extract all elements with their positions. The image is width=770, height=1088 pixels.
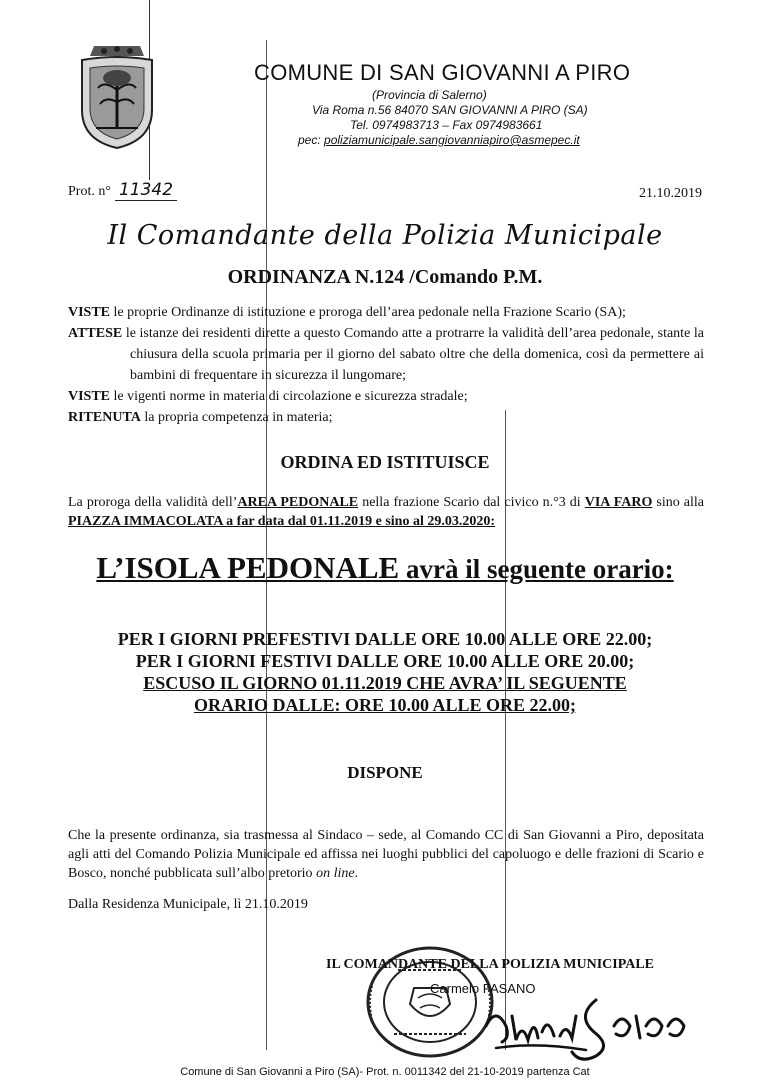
document-date: 21.10.2019 <box>639 186 702 201</box>
protocol-label: Prot. n° <box>68 184 111 199</box>
final-paragraph <box>68 826 704 883</box>
proroga-paragraph <box>68 493 704 531</box>
signature-icon <box>476 986 716 1066</box>
signatory-title: IL COMANDANTE DELLA POLIZIA MUNICIPALE <box>326 957 655 972</box>
coat-of-arms-icon <box>74 40 160 152</box>
schedule-block <box>0 628 770 716</box>
isola-main: L’ISOLA PEDONALE <box>96 550 400 585</box>
schedule-line: ORARIO DALLE: ORE 10.00 ALLE ORE 22.00; <box>193 695 577 715</box>
ordinance-title: ORDINANZA N.124 /Comando P.M. <box>227 266 543 288</box>
municipality-title: COMUNE DI SAN GIOVANNI A PIRO <box>254 60 631 85</box>
proroga-text: nella frazione Scario dal civico n.°3 di <box>358 495 585 510</box>
clause-text: la propria competenza in materia; <box>140 410 333 425</box>
final-text: . <box>354 866 359 881</box>
dispone-heading: DISPONE <box>347 763 423 782</box>
schedule-line: PER I GIORNI FESTIVI DALLE ORE 10.00 ALLE ORE 20.00; <box>135 651 635 671</box>
clause <box>68 407 704 428</box>
proroga-text: La proroga della validità dell’ <box>68 495 238 510</box>
final-text-italic: on line <box>316 866 355 881</box>
premises-block <box>68 302 704 428</box>
proroga-piazza: PIAZZA IMMACOLATA a far data dal 01.11.2019 e sino al 29.03.2020: <box>68 514 496 529</box>
ordina-heading: ORDINA ED ISTITUISCE <box>280 452 490 472</box>
clause-keyword: RITENUTA <box>68 410 141 425</box>
clause <box>68 323 704 386</box>
protocol-handwritten-number: 11342 <box>115 180 177 201</box>
clause-keyword: VISTE <box>68 389 111 404</box>
document-footer: Comune di San Giovanni a Piro (SA)- Prot. n. 0011342 del 21-10-2019 partenza Cat <box>180 1066 590 1078</box>
clause <box>68 302 704 323</box>
proroga-via: VIA FARO <box>584 495 653 510</box>
clause-keyword: ATTESE <box>68 326 123 341</box>
clause-text: le vigenti norme in materia di circolazione e sicurezza stradale; <box>110 389 468 404</box>
signatory-name: Carmelo FASANO <box>430 981 536 996</box>
proroga-text: sino alla <box>652 495 704 510</box>
pec-address: poliziamunicipale.sangiovanniapiro@asmepec.it <box>324 133 580 147</box>
phone-line: Tel. 0974983713 – Fax 0974983661 <box>350 118 543 132</box>
clause-text: le istanze dei residenti dirette a questo Comando atte a protrarre la validità dell’area pedonale, stante la chiusura della scuola primaria per il giorno del sabato oltre che della domenica, così da permettere ai bambini di frequentare in sicurezza il lungomare; <box>122 326 704 383</box>
clause <box>68 386 704 407</box>
schedule-line: ESCUSO IL GIORNO 01.11.2019 CHE AVRA’ IL SEGUENTE <box>143 673 627 693</box>
province-line: (Provincia di Salerno) <box>372 88 487 102</box>
pec-label: pec: <box>298 133 321 147</box>
isola-heading <box>0 550 770 586</box>
clause-text: le proprie Ordinanze di istituzione e proroga dell’area pedonale nella Frazione Scario (SA); <box>110 305 626 320</box>
clause-keyword: VISTE <box>68 305 111 320</box>
protocol-number <box>68 180 177 200</box>
proroga-area: AREA PEDONALE <box>237 495 359 510</box>
schedule-line: PER I GIORNI PREFESTIVI DALLE ORE 10.00 ALLE ORE 22.00; <box>117 629 653 649</box>
address-line: Via Roma n.56 84070 SAN GIOVANNI A PIRO (SA) <box>312 103 588 117</box>
place-date: Dalla Residenza Municipale, lì 21.10.2019 <box>68 897 308 912</box>
pec-line <box>298 133 580 148</box>
final-text: Che la presente ordinanza, sia trasmessa al Sindaco – sede, al Comando CC di San Giovanni a Piro, depositata agli atti del Comando Polizia Municipale ed affissa nei luoghi pubblici del capoluogo e delle frazioni di Scario e Bosco, nonché pubblicata sull’albo pretorio <box>68 828 704 881</box>
authority-heading: Il Comandante della Polizia Municipale <box>107 220 663 251</box>
isola-rest: avrà il seguente orario: <box>399 554 674 584</box>
